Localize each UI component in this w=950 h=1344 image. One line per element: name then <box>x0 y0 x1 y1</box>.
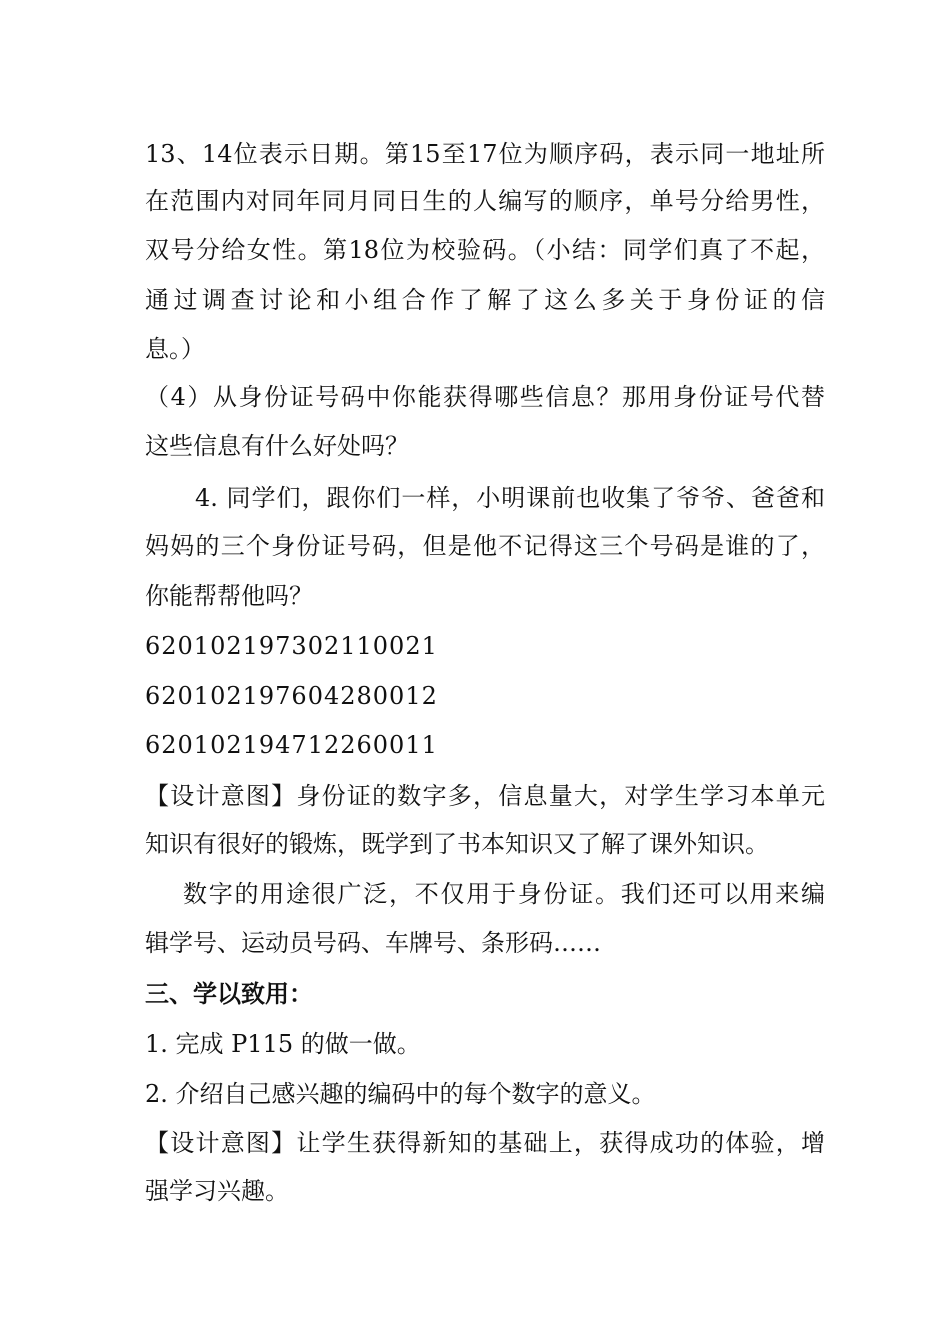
section-title: 三、学以致用： <box>145 980 313 1008</box>
design-intent-line: 知识有很好的锻炼，既学到了书本知识又了解了课外知识。 <box>145 830 769 858</box>
question-line: （4）从身份证号码中你能获得哪些信息？那用身份证号代替 <box>145 383 825 411</box>
question-line: 这些信息有什么好处吗？ <box>145 432 409 460</box>
paragraph-line: 13、14位表示日期。第15至17位为顺序码，表示同一地址所 <box>145 140 825 168</box>
paragraph-line: 息。） <box>145 335 205 363</box>
paragraph-line: 在范围内对同年同月同日生的人编写的顺序，单号分给男性， <box>145 187 825 215</box>
item-line: 妈妈的三个身份证号码，但是他不记得这三个号码是谁的了， <box>145 532 825 560</box>
design-intent-line: 【设计意图】身份证的数字多，信息量大，对学生学习本单元 <box>145 782 825 810</box>
item-line: 4. 同学们，跟你们一样，小明课前也收集了爷爷、爸爸和 <box>195 484 825 512</box>
id-number: 620102197302110021 <box>145 632 438 660</box>
paragraph-line: 辑学号、运动员号码、车牌号、条形码…… <box>145 929 601 957</box>
design-intent-line: 强学习兴趣。 <box>145 1177 289 1205</box>
id-number: 620102194712260011 <box>145 731 438 759</box>
paragraph-line: 双号分给女性。第18位为校验码。（小结：同学们真了不起， <box>145 236 825 264</box>
paragraph-line: 通过调查讨论和小组合作了解了这么多关于身份证的信 <box>145 286 825 314</box>
exercise-item: 2. 介绍自己感兴趣的编码中的每个数字的意义。 <box>145 1080 656 1108</box>
paragraph-line: 数字的用途很广泛，不仅用于身份证。我们还可以用来编 <box>183 880 825 908</box>
exercise-item: 1. 完成 P115 的做一做。 <box>145 1030 421 1058</box>
id-number: 620102197604280012 <box>145 682 438 710</box>
item-line: 你能帮帮他吗？ <box>145 582 313 610</box>
design-intent-line: 【设计意图】让学生获得新知的基础上，获得成功的体验，增 <box>145 1129 825 1157</box>
